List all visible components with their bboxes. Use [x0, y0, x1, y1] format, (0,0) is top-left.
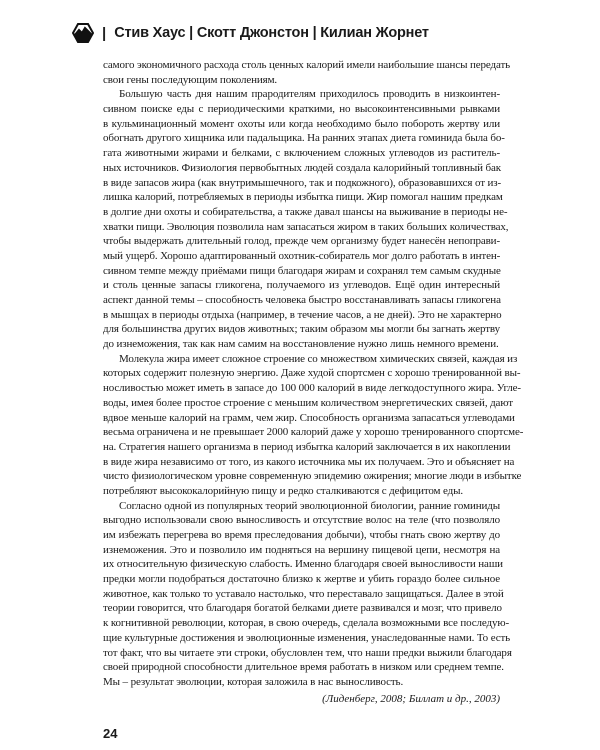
text-line: хватки пищи. Эволюция позволила нам запасаться жиром в таких больших количествах, — [103, 220, 509, 233]
text-line: Мы – результат эволюции, которая заложила в нас выносливость. — [103, 675, 404, 688]
text-line: их относительную физическую слабость. Именно благодаря своей выносливости наши — [103, 558, 503, 571]
text-line: которых содержит полезную энергию. Даже худой спортсмен с хорошо тренированной вы- — [103, 367, 521, 380]
text-line: чисто физиологическом уровне современную эпидемию ожирения; многие люди в избытке — [103, 470, 522, 483]
text-line: в виде запасов жира (как внутримышечного, так и подкожного), образовавшихся от из- — [103, 176, 502, 189]
text-line: Большую часть дня нашим прародителям приходилось проводить в низкоинтен- — [119, 88, 500, 101]
text-line: вдвое меньше калорий на грамм, чем жир. Способность организма запасаться углеводами — [103, 411, 515, 424]
text-line: лишка калорий, потребляемых в периоды избытка пищи. Жир помогал нашим предкам — [103, 191, 503, 204]
paragraph — [103, 58, 511, 87]
text-line: самого экономичного расхода столь ценных калорий имели наибольшие шансы передать — [103, 59, 511, 71]
text-line: сивном темпе между приёмами пищи благодаря жирам и сохранял тем самым скудные — [103, 264, 501, 277]
page-body — [103, 58, 524, 706]
citation: (Лиденберг, 2008; Биллат и др., 2003) — [322, 692, 500, 705]
paragraph — [103, 499, 512, 690]
text-line: потребляют высококалорийную пищу и редко сталкиваются с дефицитом еды. — [103, 484, 464, 497]
text-line: сивном поиске еды с периодическими краткими, но высокоинтенсивными рывками — [103, 103, 500, 116]
text-line: в виде жира независимо от того, из какого источника мы их получаем. Это и объясняет на — [103, 455, 515, 468]
text-line: выгодно использовали свою выносливость и отсутствие волос на теле (что позволяло — [103, 514, 500, 527]
running-header — [72, 22, 429, 44]
text-line: ных источников. Физиология первобытных людей создала калорийный топливный бак — [103, 161, 501, 174]
text-line: в мышцах в периоды отдыха (например, в течение часов, а не дней). Это не характерно — [103, 308, 502, 321]
text-line: в кульминационный момент охоты или когда необходимо было побороть жертву или — [103, 117, 500, 130]
text-line: весьма ограничена и не превышает 2000 калорий даже у хорошо тренированного спортсме- — [103, 426, 524, 439]
paragraph — [103, 87, 509, 351]
text-line: свои гены последующим поколениям. — [103, 73, 278, 86]
text-line: до изнеможения, так как нам самим на восстановление нужно лишь немного времени. — [103, 338, 499, 351]
text-line: мый ущерб. Хорошо адаптированный охотник-собиратель мог долго работать в интен- — [103, 249, 501, 262]
text-line: воды, имея более простое строение с меньшим количеством энергетических связей, дают — [103, 396, 513, 409]
text-line: обогнать другого хищника или падальщика. На ранних этапах диета гоминида была бо- — [103, 132, 505, 145]
book-authors: Стив Хаус | Скотт Джонстон | Килиан Жорнет — [114, 25, 429, 41]
text-line: в долгие дни охоты и собирательства, а также давал шансы на выживание в периоды не- — [103, 205, 508, 218]
paragraph — [103, 352, 524, 499]
text-line: чтобы выдержать длительный голод, прежде чем организму будет нанесён непоправи- — [103, 235, 500, 248]
text-line: животное, как только то уставало настолько, что переставало защищаться. Далее в этой — [103, 587, 504, 600]
text-line: изнеможения. Это и позволило им подняться на вершину пищевой цепи, несмотря на — [103, 543, 500, 556]
text-line: теории говорится, что благодаря богатой белками диете развивался и мозг, что привело — [103, 602, 502, 615]
text-line: к когнитивной революции, которая, в свою очередь, сделала возможными все последую- — [103, 617, 510, 630]
text-line: им избежать перегрева во время преследования добычи), чтобы гнать свою жертву до — [103, 529, 500, 541]
page-number: 24 — [103, 726, 118, 741]
text-line: на. Стратегия нашего организма в период избытка калорий заключается в их накоплении — [103, 440, 511, 453]
text-line: гата животными жирами и белками, с включением сложных углеводов из раститель- — [103, 147, 500, 160]
text-line: своей природной способности длительное время работать в низком или среднем темпе. — [103, 661, 504, 674]
text-line: Согласно одной из популярных теорий эволюционной биологии, ранние гоминиды — [119, 499, 500, 512]
text-line: щие культурные достижения и эволюционные изменения, унаследованные нами. То есть — [103, 631, 511, 644]
text-line: для большинства других видов животных; таким образом мы могли бы загнать жертву — [103, 323, 500, 336]
text-line: аспект данной темы – способность человека быстро восстанавливать запасы гликогена — [103, 294, 501, 306]
text-line: Молекула жира имеет сложное строение со множеством химических связей, каждая из — [119, 352, 518, 365]
text-line: носливостью может иметь в запасе до 100 000 калорий в виде легкодоступного жира. Угле- — [103, 382, 521, 395]
header-separator: | — [102, 24, 107, 42]
text-line: и столь ценные запасы гликогена, получаемого из углеводов. Ещё один интересный — [103, 279, 500, 292]
text-line: тот факт, что вы читаете эти строки, обусловлен тем, что наши предки выжили благодаря — [103, 646, 512, 659]
mountain-logo-icon — [72, 23, 94, 43]
text-line: предки могли подобраться достаточно близко к жертве и убить гораздо более сильное — [103, 573, 500, 586]
